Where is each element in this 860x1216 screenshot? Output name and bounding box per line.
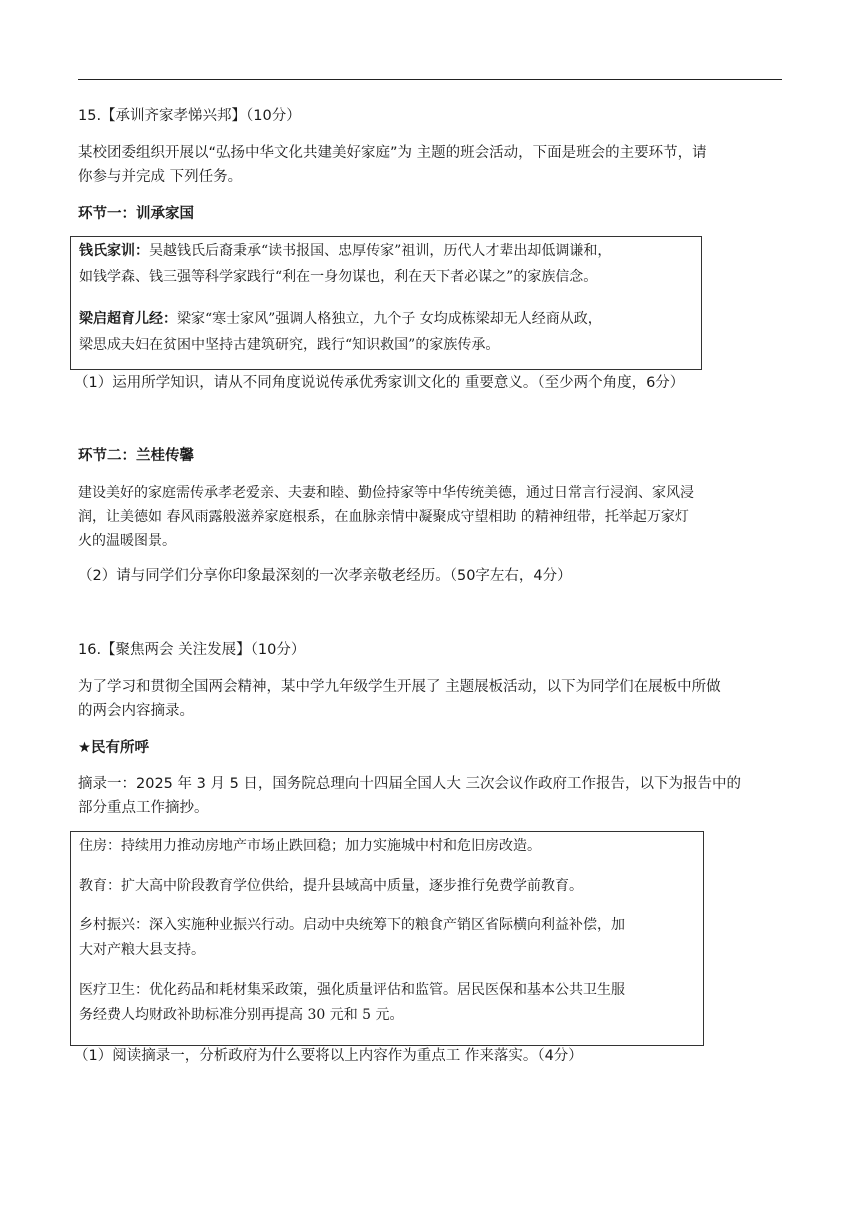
section2-para-line3: 火的温暖图景。 xyxy=(78,533,176,549)
qian-family-line2: 如钱学森、钱三强等科学家践行“利在一身勿谋也，利在天下者必谋之”的家族信念。 xyxy=(79,269,598,285)
medical-line1: 医疗卫生：优化药品和耗材集采政策，强化质量评估和监管。居民医保和基本公共卫生服 xyxy=(79,982,625,998)
q16-question1: （1）阅读摘录一，分析政府为什么要将以上内容作为重点工 作来落实。（4分） xyxy=(74,1048,583,1064)
q16-excerpt-line1: 摘录一：2025 年 3 月 5 日，国务院总理向十四届全国人大 三次会议作政府工作报告，以下为报告中的 xyxy=(78,776,742,792)
q16-intro-line1: 为了学习和贯彻全国两会精神，某中学九年级学生开展了 主题展板活动，以下为同学们在展板中所做 xyxy=(78,679,721,695)
header-rule xyxy=(78,79,782,80)
q16-section-title: ★民有所呼 xyxy=(78,740,149,756)
housing-line: 住房：持续用力推动房地产市场止跌回稳；加力实施城中村和危旧房改造。 xyxy=(79,838,541,854)
q15-intro-line2: 你参与并完成 下列任务。 xyxy=(78,169,243,185)
section2-para-line1: 建设美好的家庭需传承孝老爱亲、夫妻和睦、勤俭持家等中华传统美德，通过日常言行浸润、家风浸 xyxy=(78,485,694,501)
education-line: 教育：扩大高中阶段教育学位供给，提升县域高中质量，逐步推行免费学前教育。 xyxy=(79,878,583,894)
section2-title: 环节二：兰桂传馨 xyxy=(78,448,194,464)
section1-title: 环节一：训承家国 xyxy=(78,206,194,222)
work-report-box xyxy=(70,831,704,1046)
medical-line2: 务经费人均财政补助标准分别再提高 30 元和 5 元。 xyxy=(79,1007,404,1023)
q15-question2: （2）请与同学们分享你印象最深刻的一次孝亲敬老经历。（50字左右，4分） xyxy=(78,568,572,584)
section2-para-line2: 润，让美德如 春风雨露般滋养家庭根系，在血脉亲情中凝聚成守望相助 的精神纽带，托举起万家灯 xyxy=(78,509,689,525)
liang-family-line1: 梁启超育儿经：梁家“寒士家风”强调人格独立，九个子 女均成栋梁却无人经商从政， xyxy=(79,311,602,327)
rural-line1: 乡村振兴：深入实施种业振兴行动。启动中央统筹下的粮食产销区省际横向利益补偿，加 xyxy=(79,917,625,933)
family-precepts-box xyxy=(70,236,702,370)
q16-header: 16.【聚焦两会 关注发展】（10分） xyxy=(78,642,306,658)
liang-family-line2: 梁思成夫妇在贫困中坚持古建筑研究，践行“知识救国”的家族传承。 xyxy=(79,337,500,353)
rural-line2: 大对产粮大县支持。 xyxy=(79,942,205,958)
q16-excerpt-line2: 部分重点工作摘抄。 xyxy=(78,800,209,816)
q15-question1: （1）运用所学知识，请从不同角度说说传承优秀家训文化的 重要意义。（至少两个角度，6分） xyxy=(74,375,685,391)
q15-intro-line1: 某校团委组织开展以“弘扬中华文化共建美好家庭”为 主题的班会活动，下面是班会的主要环节，请 xyxy=(78,145,707,161)
q16-intro-line2: 的两会内容摘录。 xyxy=(78,703,194,719)
qian-family-line1: 钱氏家训：吴越钱氏后裔秉承“读书报国、忠厚传家”祖训，历代人才辈出却低调谦和， xyxy=(79,243,612,259)
q15-header: 15.【承训齐家孝悌兴邦】（10分） xyxy=(78,108,301,124)
